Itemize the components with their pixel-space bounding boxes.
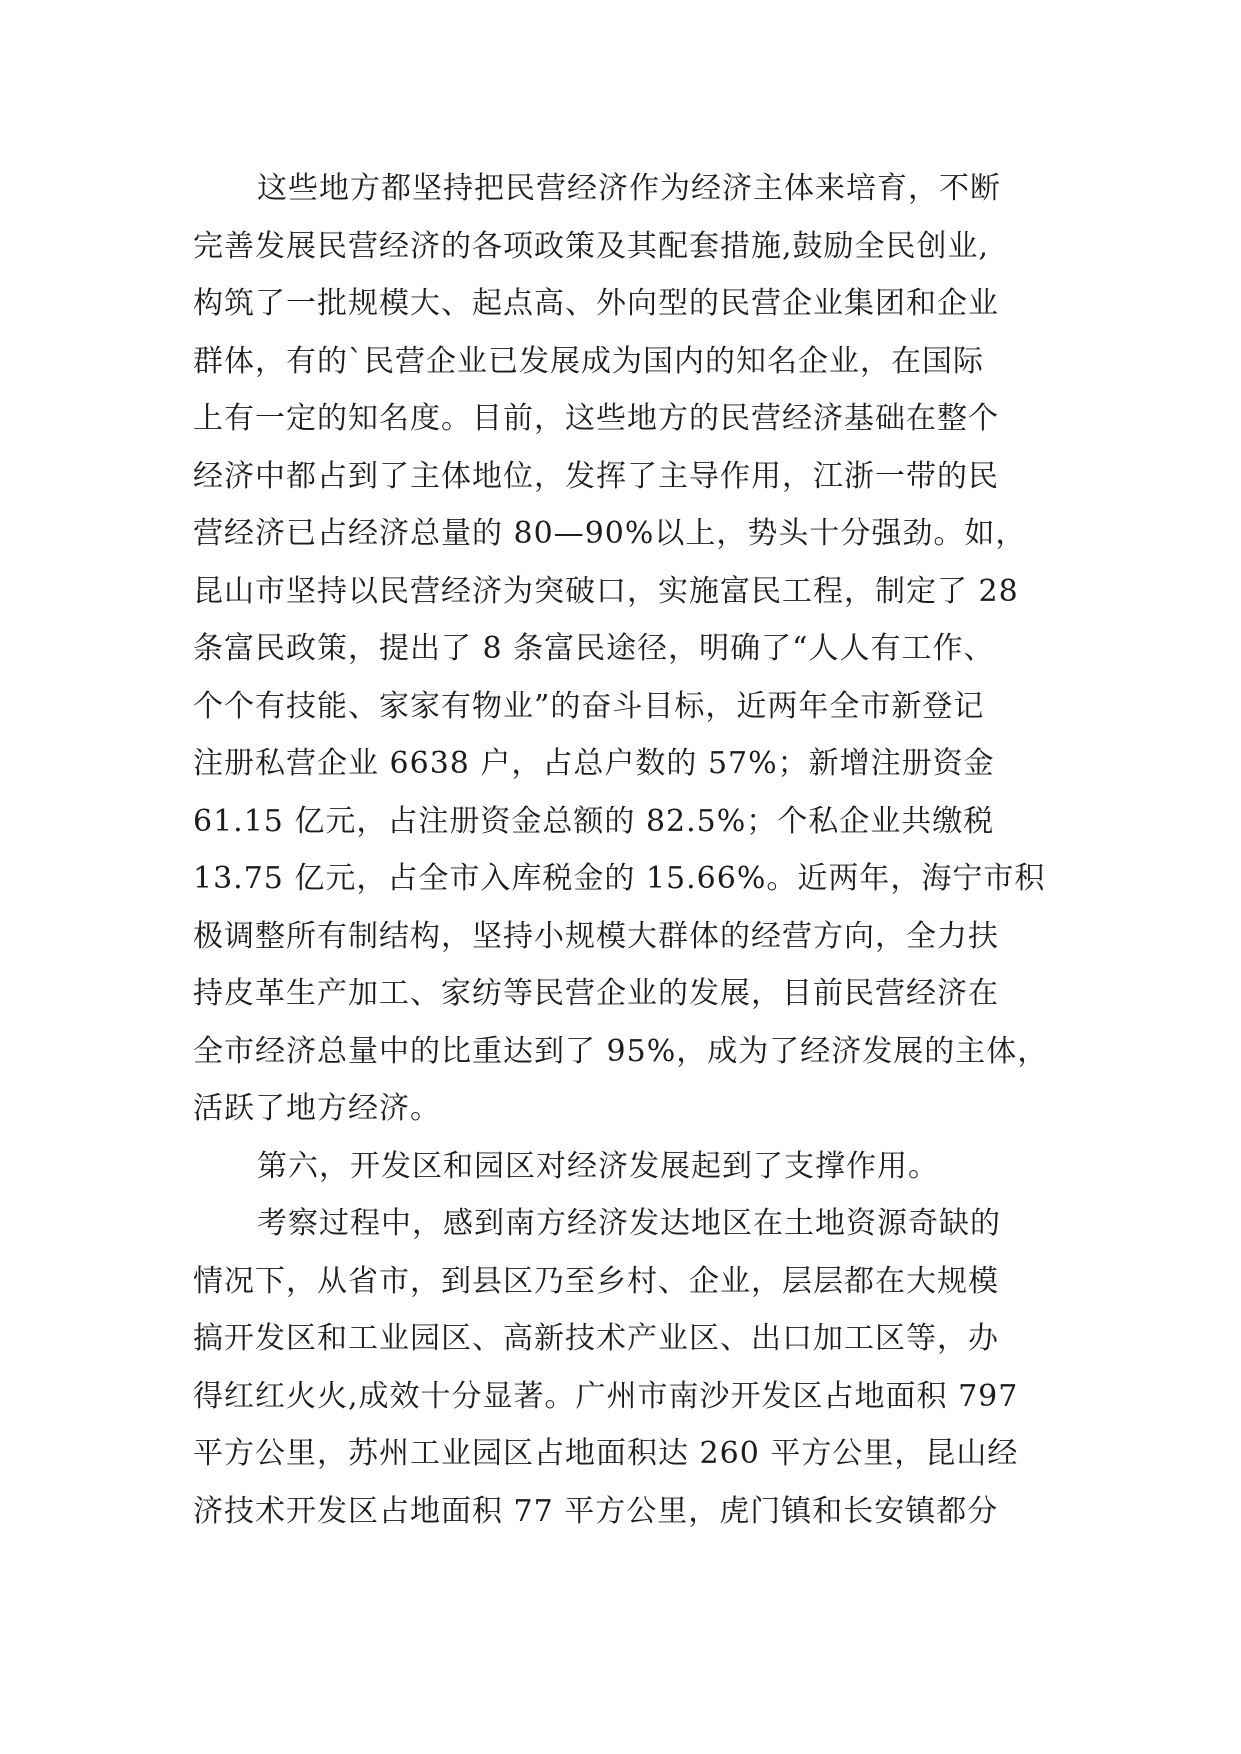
paragraph-p3 bbox=[193, 1195, 1093, 1540]
text-line: 考察过程中，感到南方经济发达地区在土地资源奇缺的 bbox=[257, 1206, 1001, 1241]
text-line: 极调整所有制结构，坚持小规模大群体的经营方向，全力扶 bbox=[193, 918, 999, 954]
text-line: 平方公里，苏州工业园区占地面积达 260 平方公里，昆山经 bbox=[193, 1436, 1019, 1471]
text-line: 持皮革生产加工、家纺等民营企业的发展，目前民营经济在 bbox=[193, 976, 999, 1011]
text-line: 群体，有的`民营企业已发展成为国内的知名企业，在国际 bbox=[193, 343, 984, 379]
text-line: 情况下，从省市，到县区乃至乡村、企业，层层都在大规模 bbox=[193, 1263, 999, 1299]
text-line: 经济中都占到了主体地位，发挥了主导作用，江浙一带的民 bbox=[193, 458, 999, 494]
text-line: 上有一定的知名度。目前，这些地方的民营经济基础在整个 bbox=[193, 401, 999, 436]
text-line: 得红红火火,成效十分显著。广州市南沙开发区占地面积 797 bbox=[193, 1378, 1019, 1414]
text-line: 昆山市坚持以民营经济为突破口，实施富民工程，制定了 28 bbox=[193, 573, 1019, 609]
text-line: 个个有技能、家家有物业”的奋斗目标，近两年全市新登记 bbox=[193, 688, 985, 724]
text-line: 注册私营企业 6638 户，占总户数的 57%；新增注册资金 bbox=[193, 746, 995, 781]
text-line: 这些地方都坚持把民营经济作为经济主体来培育，不断 bbox=[257, 171, 1001, 206]
text-line: 13.75 亿元，占全市入库税金的 15.66%。近两年，海宁市积 bbox=[193, 861, 1046, 896]
text-line: 搞开发区和工业园区、高新技术产业区、出口加工区等，办 bbox=[193, 1321, 999, 1356]
text-line: 全市经济总量中的比重达到了 95%，成为了经济发展的主体， bbox=[193, 1033, 1049, 1069]
text-line: 济技术开发区占地面积 77 平方公里，虎门镇和长安镇都分 bbox=[193, 1493, 999, 1529]
text-line: 条富民政策，提出了 8 条富民途径，明确了“人人有工作、 bbox=[193, 631, 995, 666]
text-line: 构筑了一批规模大、起点高、外向型的民营企业集团和企业 bbox=[193, 286, 999, 321]
paragraph-p1 bbox=[193, 160, 1093, 1138]
paragraph-p2 bbox=[193, 1138, 1093, 1196]
text-line: 61.15 亿元，占注册资金总额的 82.5%；个私企业共缴税 bbox=[193, 803, 995, 839]
text-line: 营经济已占经济总量的 80—90%以上，势头十分强劲。如， bbox=[193, 516, 1027, 551]
text-line: 第六，开发区和园区对经济发展起到了支撑作用。 bbox=[257, 1148, 939, 1184]
text-line: 活跃了地方经济。 bbox=[193, 1091, 441, 1126]
text-line: 完善发展民营经济的各项政策及其配套措施,鼓励全民创业, bbox=[193, 228, 990, 264]
document-body bbox=[193, 160, 1093, 1540]
